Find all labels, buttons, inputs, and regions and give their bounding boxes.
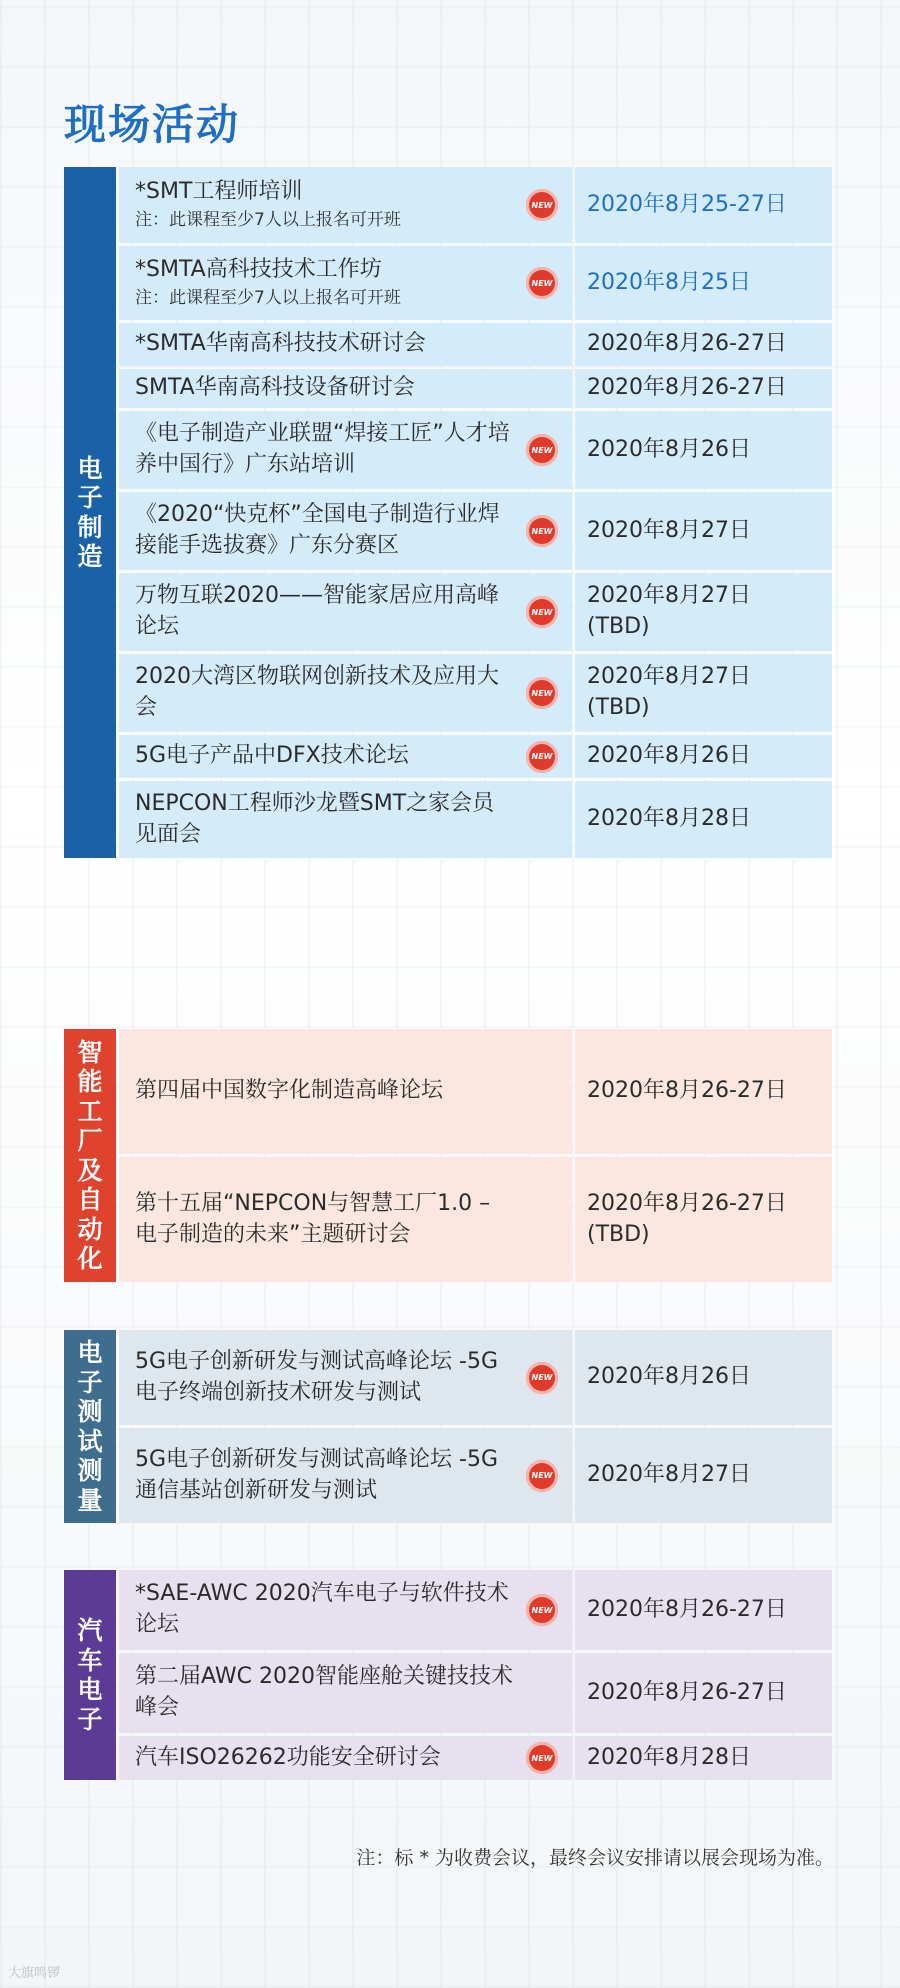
event-date	[575, 1736, 832, 1780]
event-name: 5G电子创新研发与测试高峰论坛 -5G电子终端创新技术研发与测试	[135, 1348, 499, 1405]
event-note: 注：此课程至少7人以上报名可开班	[135, 288, 401, 309]
section-test-measurement	[64, 1330, 832, 1523]
watermark: 大旗鸣锣	[8, 1966, 61, 1981]
event-list	[119, 1570, 832, 1780]
event-row	[119, 1157, 832, 1282]
category-label: 电子制造	[64, 167, 116, 858]
event-date	[575, 246, 832, 320]
event-date	[575, 492, 832, 570]
section-automotive	[64, 1570, 832, 1780]
event-name: 5G电子产品中DFX技术论坛	[135, 743, 409, 769]
event-date	[575, 654, 832, 732]
event-name: 2020大湾区物联网创新技术及应用大会	[135, 664, 499, 720]
event-row	[119, 735, 832, 778]
event-name: 汽车ISO26262功能安全研讨会	[135, 1744, 441, 1770]
event-name: 第四届中国数字化制造高峰论坛	[135, 1078, 444, 1104]
event-name: NEPCON工程师沙龙暨SMT之家会员见面会	[135, 790, 495, 847]
new-badge-icon: NEW	[526, 189, 558, 221]
event-name: SMTA华南高科技设备研讨会	[135, 375, 415, 401]
event-date-note: (TBD)	[587, 695, 650, 720]
event-row	[119, 573, 832, 651]
event-name: 万物互联2020——智能家居应用高峰论坛	[135, 583, 499, 639]
event-cell	[119, 1330, 572, 1425]
event-row	[119, 1029, 832, 1154]
event-date-text: 2020年8月26-27日	[587, 1679, 787, 1705]
event-row	[119, 1570, 832, 1650]
event-date-note: (TBD)	[587, 1221, 650, 1247]
event-name: 5G电子创新研发与测试高峰论坛 -5G通信基站创新研发与测试	[135, 1446, 499, 1503]
event-date-text: 2020年8月28日	[587, 806, 751, 832]
event-list	[119, 167, 832, 858]
event-name: *SMTA华南高科技技术研讨会	[135, 331, 426, 357]
event-cell	[119, 492, 572, 570]
event-name: *SAE-AWC 2020汽车电子与软件技术论坛	[135, 1581, 509, 1637]
new-badge-icon: NEW	[526, 267, 558, 299]
event-date-text: 2020年8月26日	[587, 1364, 751, 1390]
section-electronics-manufacturing	[64, 167, 832, 858]
event-date	[575, 1330, 832, 1425]
event-row	[119, 1330, 832, 1425]
event-date	[575, 1570, 832, 1650]
new-badge-icon: NEW	[526, 741, 558, 773]
event-date-text: 2020年8月28日	[587, 1744, 751, 1770]
event-cell	[119, 735, 572, 778]
event-row	[119, 167, 832, 243]
event-cell	[119, 781, 572, 858]
event-date-text: 2020年8月25日	[587, 269, 751, 295]
event-date-text: 2020年8月26-27日	[587, 331, 787, 357]
category-label: 电子测试测量	[64, 1330, 116, 1523]
new-badge-icon: NEW	[526, 1362, 558, 1394]
event-date-text: 2020年8月27日	[587, 664, 751, 690]
event-date-text: 2020年8月27日	[587, 583, 751, 609]
event-date-text: 2020年8月26-27日	[587, 1078, 787, 1104]
event-date-text: 2020年8月27日	[587, 1462, 751, 1488]
section-smart-factory	[64, 1029, 832, 1282]
category-label: 汽车电子	[64, 1570, 116, 1780]
event-row	[119, 1428, 832, 1523]
page-title: 现场活动	[64, 100, 241, 149]
event-cell	[119, 1029, 572, 1154]
event-row	[119, 654, 832, 732]
event-cell	[119, 1428, 572, 1523]
event-row	[119, 1653, 832, 1733]
event-date	[575, 1653, 832, 1733]
footnote: 注：标 * 为收费会议，最终会议安排请以展会现场为准。	[356, 1847, 834, 1869]
event-note: 注：此课程至少7人以上报名可开班	[135, 210, 401, 231]
event-date-text: 2020年8月26-27日	[587, 1596, 787, 1622]
event-row	[119, 246, 832, 320]
event-cell	[119, 573, 572, 651]
event-name: 第二届AWC 2020智能座舱关键技技术峰会	[135, 1664, 513, 1720]
event-row	[119, 492, 832, 570]
event-name: 《2020“快克杯”全国电子制造行业焊接能手选拔赛》广东分赛区	[135, 502, 500, 558]
event-row	[119, 323, 832, 366]
new-badge-icon: NEW	[526, 596, 558, 628]
event-row	[119, 1736, 832, 1780]
event-name: 《电子制造产业联盟“焊接工匠”人才培养中国行》广东站培训	[135, 421, 510, 477]
event-cell	[119, 323, 572, 366]
new-badge-icon: NEW	[526, 1460, 558, 1492]
new-badge-icon: NEW	[526, 1594, 558, 1626]
event-row	[119, 369, 832, 408]
event-date-note: (TBD)	[587, 614, 650, 639]
event-row	[119, 411, 832, 489]
event-cell	[119, 411, 572, 489]
event-cell	[119, 1570, 572, 1650]
event-name: 第十五届“NEPCON与智慧工厂1.0 – 电子制造的未来”主题研讨会	[135, 1190, 491, 1247]
event-name: *SMTA高科技技术工作坊	[135, 257, 382, 283]
event-cell	[119, 246, 572, 320]
event-date	[575, 781, 832, 858]
event-date-text: 2020年8月26日	[587, 436, 751, 462]
event-cell	[119, 654, 572, 732]
event-date	[575, 167, 832, 243]
event-cell	[119, 369, 572, 408]
event-date	[575, 1428, 832, 1523]
event-list	[119, 1029, 832, 1282]
event-cell	[119, 1653, 572, 1733]
event-list	[119, 1330, 832, 1523]
event-row	[119, 781, 832, 858]
event-date-text: 2020年8月25-27日	[587, 191, 787, 217]
event-date	[575, 573, 832, 651]
event-date-text: 2020年8月26日	[587, 743, 751, 769]
event-date	[575, 369, 832, 408]
event-date	[575, 411, 832, 489]
event-date	[575, 735, 832, 778]
event-cell	[119, 1736, 572, 1780]
event-date-text: 2020年8月27日	[587, 517, 751, 543]
category-label: 智能工厂及自动化	[64, 1029, 116, 1282]
new-badge-icon: NEW	[526, 434, 558, 466]
event-date-text: 2020年8月26-27日	[587, 375, 787, 401]
event-date	[575, 1029, 832, 1154]
new-badge-icon: NEW	[526, 515, 558, 547]
event-date	[575, 1157, 832, 1282]
event-date-text: 2020年8月26-27日	[587, 1190, 787, 1216]
new-badge-icon: NEW	[526, 1742, 558, 1774]
event-cell	[119, 1157, 572, 1282]
event-name: *SMT工程师培训	[135, 179, 303, 205]
event-cell	[119, 167, 572, 243]
event-date	[575, 323, 832, 366]
new-badge-icon: NEW	[526, 677, 558, 709]
